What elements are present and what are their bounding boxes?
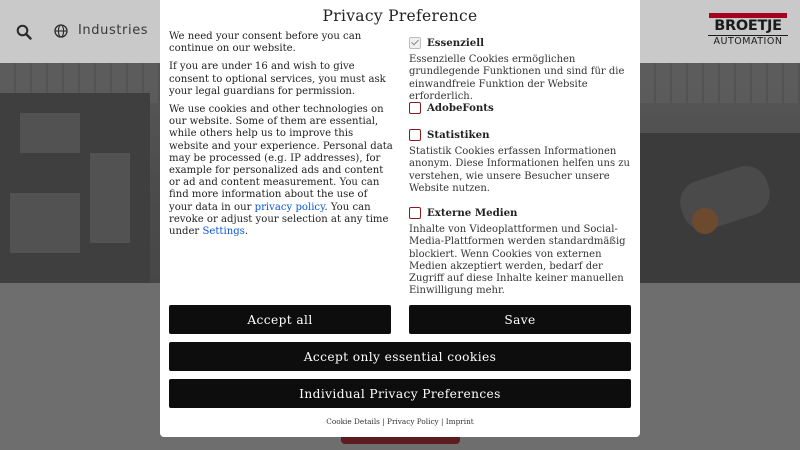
cookie-details-link[interactable]: Cookie Details	[326, 417, 380, 426]
intro-paragraph-2: If you are under 16 and wish to give consent to optional services, you must ask your legal guardians for permission.	[169, 61, 386, 97]
privacy-modal	[160, 0, 640, 437]
option-statistics	[409, 128, 631, 195]
statistics-checkbox[interactable]	[409, 129, 421, 141]
revoke-text: . You can revoke or adjust your selection at any time under	[169, 201, 389, 238]
hero-robot-right	[640, 133, 800, 283]
intro-paragraph-3	[169, 104, 393, 238]
option-label: Externe Medien	[427, 207, 518, 219]
nav-item-industries[interactable]: Industries	[78, 23, 149, 38]
save-button[interactable]: Save	[409, 305, 631, 334]
option-label: Statistiken	[427, 129, 490, 141]
option-external-media	[409, 206, 631, 298]
option-label: AdobeFonts	[427, 102, 494, 114]
adobefonts-checkbox[interactable]	[409, 102, 421, 114]
settings-link[interactable]: Settings	[202, 226, 245, 238]
hero-machine-left	[0, 93, 150, 283]
logo-line1: BROETJE	[714, 18, 782, 34]
modal-footer-links	[160, 417, 640, 426]
search-icon[interactable]	[16, 24, 32, 40]
option-description: Statistik Cookies erfassen Informationen anonym. Diese Informationen helfen uns zu verstehen, wie unsere Besucher unsere Website nutzen.	[409, 146, 630, 194]
imprint-link[interactable]: Imprint	[445, 417, 474, 426]
option-essential	[409, 36, 631, 103]
globe-icon[interactable]	[54, 24, 68, 38]
consent-intro	[169, 31, 393, 244]
footer-separator: |	[382, 417, 385, 426]
option-label: Essenziell	[427, 37, 485, 49]
privacy-policy-footer-link[interactable]: Privacy Policy	[387, 417, 439, 426]
modal-title: Privacy Preference	[322, 7, 478, 25]
end-period: .	[244, 226, 249, 238]
brand-logo[interactable]	[708, 13, 788, 47]
option-description: Essenzielle Cookies ermöglichen grundlegende Funktionen und sind für die einwandfreie Funktion der Website erforderlich.	[409, 54, 625, 102]
option-adobefonts	[409, 101, 494, 115]
footer-separator: |	[440, 417, 444, 426]
logo-line2: AUTOMATION	[708, 35, 788, 47]
accept-all-button[interactable]: Accept all	[169, 305, 391, 334]
external-media-checkbox[interactable]	[409, 207, 421, 219]
intro-text: We use cookies and other technologies on our website. Some of them are essential, while others help us to improve this website and your experience. Personal data may be processed (e.g. IP addresses), for example for personalized ads and content or ad and content measurement. You can find more information about the use of your data in our	[169, 104, 393, 213]
option-description: Inhalte von Videoplattformen und Social-Media-Plattformen werden standardmäßig blockiert. Wenn Cookies von externen Medien akzeptiert werden, bedarf der Zugriff auf diese Inhalte keiner manuellen Einwilligung mehr.	[409, 224, 626, 297]
accept-essential-button[interactable]: Accept only essential cookies	[169, 342, 631, 371]
privacy-policy-link[interactable]: privacy policy	[254, 201, 325, 213]
essential-checkbox	[409, 37, 421, 49]
individual-preferences-button[interactable]: Individual Privacy Preferences	[169, 379, 631, 408]
intro-paragraph-1: We need your consent before you can continue on our website.	[169, 31, 362, 55]
